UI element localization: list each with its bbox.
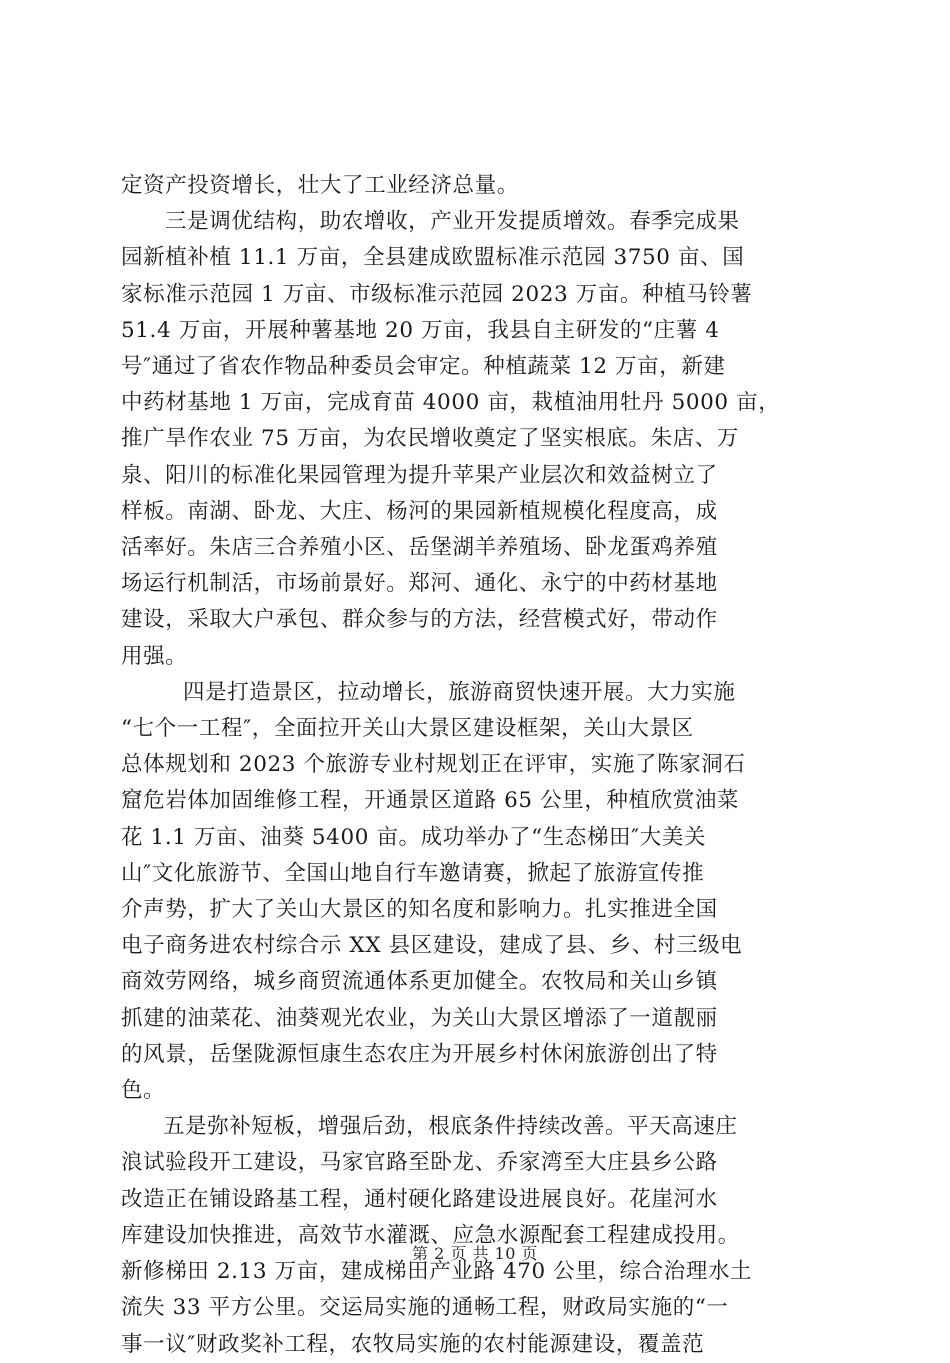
text-line: “七个一工程″，全面拉开关山大景区建设框架，关山大景区 xyxy=(121,716,694,742)
text-line: 新修梯田 2.13 万亩，建成梯田产业路 470 公里，综合治理水土 xyxy=(121,1259,753,1285)
paragraph-4-start: 四是打造景区，拉动增长，旅游商贸快速开展。大力实施 xyxy=(183,679,736,705)
text-line: 花 1.1 万亩、油葵 5400 亩。成功举办了“生态梯田″大美关 xyxy=(121,824,707,850)
document-body xyxy=(121,168,829,1363)
text-line: 园新植补植 11.1 万亩，全县建成欧盟标准示范园 3750 亩、国 xyxy=(121,245,745,271)
text-line: 库建设加快推进，高效节水灌溉、应急水源配套工程建成投用。 xyxy=(121,1222,740,1248)
text-line: 活率好。朱店三合养殖小区、岳堡湖羊养殖场、卧龙蛋鸡养殖 xyxy=(121,535,718,561)
text-line: 改造正在铺设路基工程，通村硬化路建设进展良好。花崖河水 xyxy=(121,1186,718,1212)
text-line: 电子商务进农村综合示 XX 县区建设，建成了县、乡、村三级电 xyxy=(121,933,743,959)
text-line: 推广旱作农业 75 万亩，为农民增收奠定了坚实根底。朱店、万 xyxy=(121,426,740,452)
text-line: 场运行机制活，市场前景好。郑河、通化、永宁的中药材基地 xyxy=(121,571,718,597)
text-line: 浪试验段开工建设，马家官路至卧龙、乔家湾至大庄县乡公路 xyxy=(121,1150,718,1176)
text-line: 定资产投资增长，壮大了工业经济总量。 xyxy=(121,173,519,198)
text-line: 泉、阳川的标准化果园管理为提升苹果产业层次和效益树立了 xyxy=(121,462,718,488)
text-line: 建设，采取大户承包、群众参与的方法，经营模式好，带动作 xyxy=(121,607,718,633)
text-line: 商效劳网络，城乡商贸流通体系更加健全。农牧局和关山乡镇 xyxy=(121,969,718,995)
paragraph-5-start: 五是弥补短板，增强后劲，根底条件持续改善。平天高速庄 xyxy=(163,1114,738,1140)
text-line: 的风景，岳堡陇源恒康生态农庄为开展乡村休闲旅游创出了特 xyxy=(121,1041,718,1067)
text-line: 窟危岩体加固维修工程，开通景区道路 65 公里，种植欣赏油菜 xyxy=(121,788,740,814)
paragraph-3-start: 三是调优结构，助农增收，产业开发提质增效。春季完成果 xyxy=(165,209,740,235)
text-line: 色。 xyxy=(121,1078,166,1104)
text-line: 抓建的油菜花、油葵观光农业，为关山大景区增添了一道靓丽 xyxy=(121,1005,718,1031)
text-line: 家标准示范园 1 万亩、市级标准示范园 2023 万亩。种植马铃薯 xyxy=(121,281,753,307)
text-line: 用强。 xyxy=(121,643,188,669)
text-line: 山″文化旅游节、全国山地自行车邀请赛，掀起了旅游宣传推 xyxy=(121,860,705,886)
page-footer xyxy=(0,1241,950,1264)
text-line: 样板。南湖、卧龙、大庄、杨河的果园新植规模化程度高，成 xyxy=(121,498,718,524)
text-line: 事一议″财政奖补工程，农牧局实施的农村能源建设，覆盖范 xyxy=(121,1331,705,1357)
page-number: 第 2 页 共 10 页 xyxy=(412,1244,538,1263)
text-line: 中药材基地 1 万亩，完成育苗 4000 亩，栽植油用牡丹 5000 亩， xyxy=(121,390,781,416)
text-line: 号″通过了省农作物品种委员会审定。种植蔬菜 12 万亩，新建 xyxy=(121,354,726,380)
text-line: 总体规划和 2023 个旅游专业村规划正在评审，实施了陈家洞石 xyxy=(121,752,746,778)
text-line: 流失 33 平方公里。交运局实施的通畅工程，财政局实施的“一 xyxy=(121,1295,729,1321)
text-line: 介声势，扩大了关山大景区的知名度和影响力。扎实推进全国 xyxy=(121,897,718,923)
text-line: 51.4 万亩，开展种薯基地 20 万亩，我县自主研发的“庄薯 4 xyxy=(121,317,720,343)
